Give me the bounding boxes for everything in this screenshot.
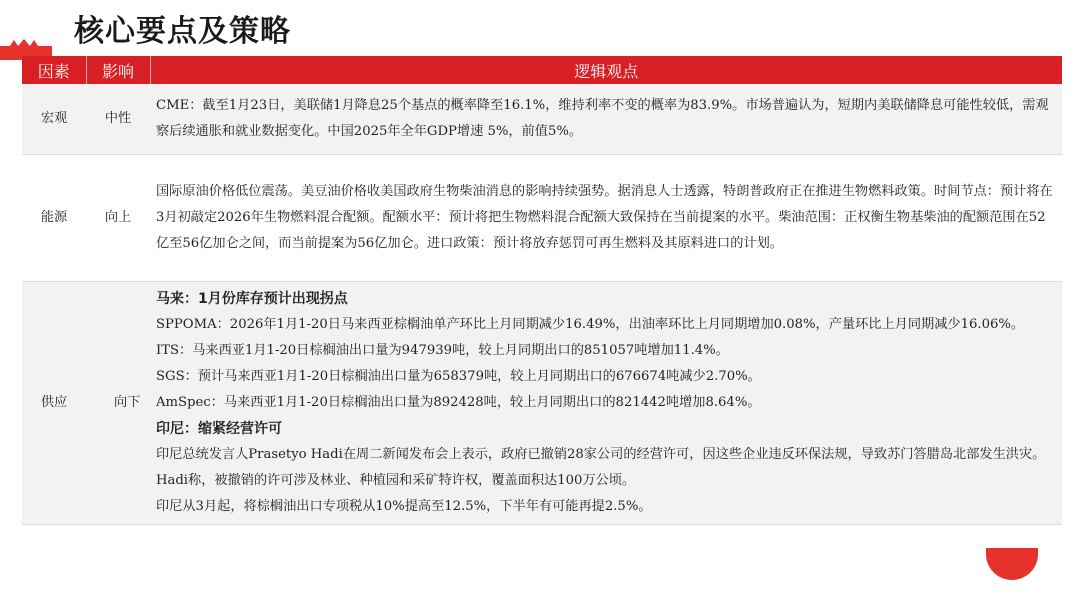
malaysia-paragraph: AmSpec：马来西亚1月1-20日棕榈油出口量为892428吨，较上月同期出口的821442吨增加8.64%。 — [156, 395, 761, 410]
logic-cell — [150, 155, 1062, 282]
table-row — [22, 282, 1062, 525]
indonesia-heading: 印尼：缩紧经营许可 — [156, 421, 282, 437]
strategy-table — [22, 56, 1062, 525]
header-impact: 影响 — [86, 56, 150, 84]
factor-cell: 供应 — [22, 282, 86, 525]
table-row — [22, 84, 1062, 155]
table-row — [22, 155, 1062, 282]
logic-paragraph: CME：截至1月23日，美联储1月降息25个基点的概率降至16.1%，维持利率不变的概率为83.9%。市场普遍认为，短期内美联储降息可能性较低，需观察后续通胀和就业数据变化。中国2025年全年GDP增速 5%，前值5%。 — [156, 98, 1049, 139]
table-header-row — [22, 56, 1062, 84]
malaysia-heading: 马来：1月份库存预计出现拐点 — [156, 291, 348, 307]
malaysia-paragraph: ITS：马来西亚1月1-20日棕榈油出口量为947939吨，较上月同期出口的851057吨增加11.4%。 — [156, 343, 729, 358]
header-logic: 逻辑观点 — [150, 56, 1062, 84]
page-title: 核心要点及策略 — [74, 14, 291, 49]
malaysia-paragraph: SGS：预计马来西亚1月1-20日棕榈油出口量为658379吨，较上月同期出口的676674吨减少2.70%。 — [156, 369, 761, 384]
impact-cell: 中性 — [86, 84, 150, 155]
indonesia-paragraph: 印尼从3月起，将棕榈油出口专项税从10%提高至12.5%，下半年有可能再提2.5%。 — [156, 499, 652, 514]
indonesia-paragraph: 印尼总统发言人Prasetyo Hadi在周二新闻发布会上表示，政府已撤销28家公司的经营许可，因这些企业违反环保法规，导致苏门答腊岛北部发生洪灾。Hadi称，被撤销的许可涉及林业、种植园和采矿特许权，覆盖面积达100万公顷。 — [156, 447, 1046, 488]
logic-cell — [150, 282, 1062, 525]
malaysia-paragraph: SPPOMA：2026年1月1-20日马来西亚棕榈油单产环比上月同期减少16.49%，出油率环比上月同期增加0.08%，产量环比上月同期减少16.06%。 — [156, 317, 1025, 332]
logic-paragraph: 国际原油价格低位震荡。美豆油价格收美国政府生物柴油消息的影响持续强势。据消息人士透露，特朗普政府正在推进生物燃料政策。时间节点：预计将在3月初敲定2026年生物燃料混合配额。配额水平：预计将把生物燃料混合配额大致保持在当前提案的水平。柴油范围：正权衡生物基柴油的配额范围在52亿至56亿加仑之间，而当前提案为56亿加仑。进口政策：预计将放弃惩罚可再生燃料及其原料进口的计划。 — [156, 184, 1053, 251]
impact-cell: 向上 — [86, 155, 150, 282]
corner-decoration — [986, 548, 1038, 580]
header-factor: 因素 — [22, 56, 86, 84]
factor-cell: 能源 — [22, 155, 86, 282]
impact-cell: 向下 — [86, 282, 150, 525]
logic-cell — [150, 84, 1062, 155]
factor-cell: 宏观 — [22, 84, 86, 155]
